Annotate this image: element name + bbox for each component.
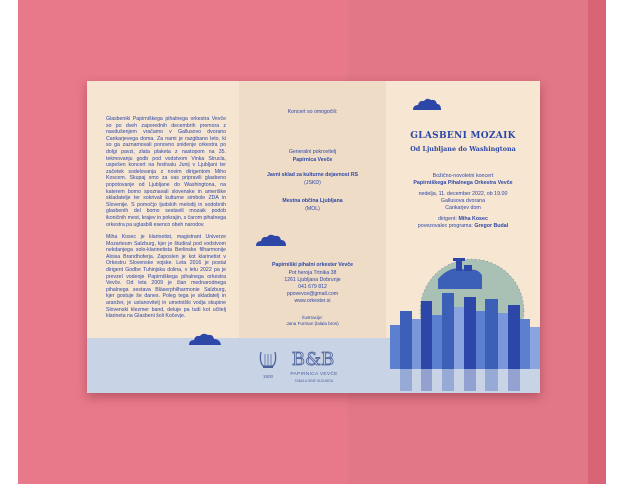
panel-biography [87,81,239,393]
website-address: www.orkester.si [294,298,331,304]
event-date: nedelja, 11. december 2022, ob 19.00 [418,191,508,197]
event-title: GLASBENI MOZAIK [410,131,516,141]
company-tagline: TABULA SINE OLEUMOA [294,379,334,383]
brochure [87,81,540,393]
cloud-icon [187,332,223,346]
conductor-label: dirigent: [438,216,457,222]
svg-text:B&B: B&B [291,349,335,370]
address-line: Pot heroja Trtnika 38 [288,270,337,276]
orchestra-name: Papirniški pihalni orkester Vevče [271,262,354,268]
backdrop-shadow-strip [588,0,606,484]
biography-text [106,116,226,326]
conductor-line [386,216,540,223]
cloud-icon [254,233,288,247]
email-address: ppovevce@gmail.com [286,291,339,297]
support-label: Koncert so omogočili: [287,109,338,115]
panel-cover [386,81,540,393]
host-name: Gregor Budal [474,223,509,229]
conductor-paragraph: Miha Kosec je klarinetist, magistrant Univerze Mozarteum Salzburg, kjer je študiral pod vodstvom nekdanjega solo-klarinetista Berlinske filharmonije Aloisa Brandhoferja. Zaposlen je kot klarinetist v Orkestru Slovenske vojske. Leta 2016 je postal dirigent Godbe Tuhinjska dolina, v letu 2022 pa je prevzel vodenje Papirniškega pihalnega orkestra Vevče. Od leta 2009 je član mednarodnega pihalnega sestava Bläserphilharmonie Salzburg, kjer gostuje še danes. Poleg tega je skladatelj in aranžer, je ustanovitelj in umetniški vodja skupine Slovenski klezmer band, deluje pa tudi kot učitelj klarineta na Glasbeni šoli Kočevje. [106,234,226,320]
sponsor-name: Papirnica Vevče [292,157,333,163]
orchestra-paragraph: Glasbeniki Papirniškega pihalnega orkestra Vevče so po dveh zaporednih decembrih premora z navdušenjem vračamo v Gallusovo dvorano Cankarjevega doma. Za nami je razgibano leto, ki so ga zaznamovali ponovno snidenje orkestra po dolgi pavzi, zlata plaketa z nastopom na 35. tekmovanju godb pod vodstvom Vinka Strucla, uspešen koncert na festivalu Junij v Ljubljani ter začetek sodelovanja z novim dirigentom Miho Koscem. Skupaj smo za vas pripravili glasbeno popotovanje od Ljubljane do Washingtona, na katerem bomo spoznavali slovenske in ameriške skladatelje ter sokrivali kulturne simbole ZDA in Slovenije. S pomočjo ljudskih melodij in sodobnih glasbenih del bomo sestavili mozaik podob ikoničnih mest, krajev in pokrajin, s čarom pihalnega orkestra pa uglasbili esenco obeh narodov. [106,116,226,228]
cloud-icon [411,97,443,111]
sponsor-role: Generalni pokrovitelj [288,149,337,155]
host-label: povezovalec programa: [417,223,473,229]
bottom-band [87,338,239,393]
host-line [386,223,540,230]
address-line: 1261 Ljubljana Dobrunje [284,277,341,283]
phone-number: 041 679 812 [298,284,327,290]
concert-kind: Božično-novoletni koncert [432,173,494,179]
logo-year: 1900 [262,374,274,379]
sponsor-name: Mestna občina Ljubljana [282,198,343,204]
conductor-name: Miha Kosec [458,216,488,222]
company-logo-mark [291,345,335,371]
ensemble-name: Papirniškega Pihalnega Orkestra Vevče [413,180,513,186]
event-subtitle: Od Ljubljane do Washingtona [410,145,516,153]
sponsor-abbr: (MOL) [305,206,320,212]
event-place: Cankarjev dom [445,205,481,211]
city-skyline-illustration [386,249,540,393]
company-name: PAPIRNICA VEVČE [290,372,338,377]
sponsor-abbr: (JSKD) [304,180,321,186]
event-venue: Gallusova dvorana [440,198,486,204]
panel-credits [239,81,386,393]
illustrator-name: Jana Furman (lalala bros) [286,321,339,326]
sponsor-name: Javni sklad za kulturne dejavnost RS [266,172,359,178]
orchestra-lyre-logo [257,349,279,373]
illustration-label: Ilustracije: [302,315,323,320]
